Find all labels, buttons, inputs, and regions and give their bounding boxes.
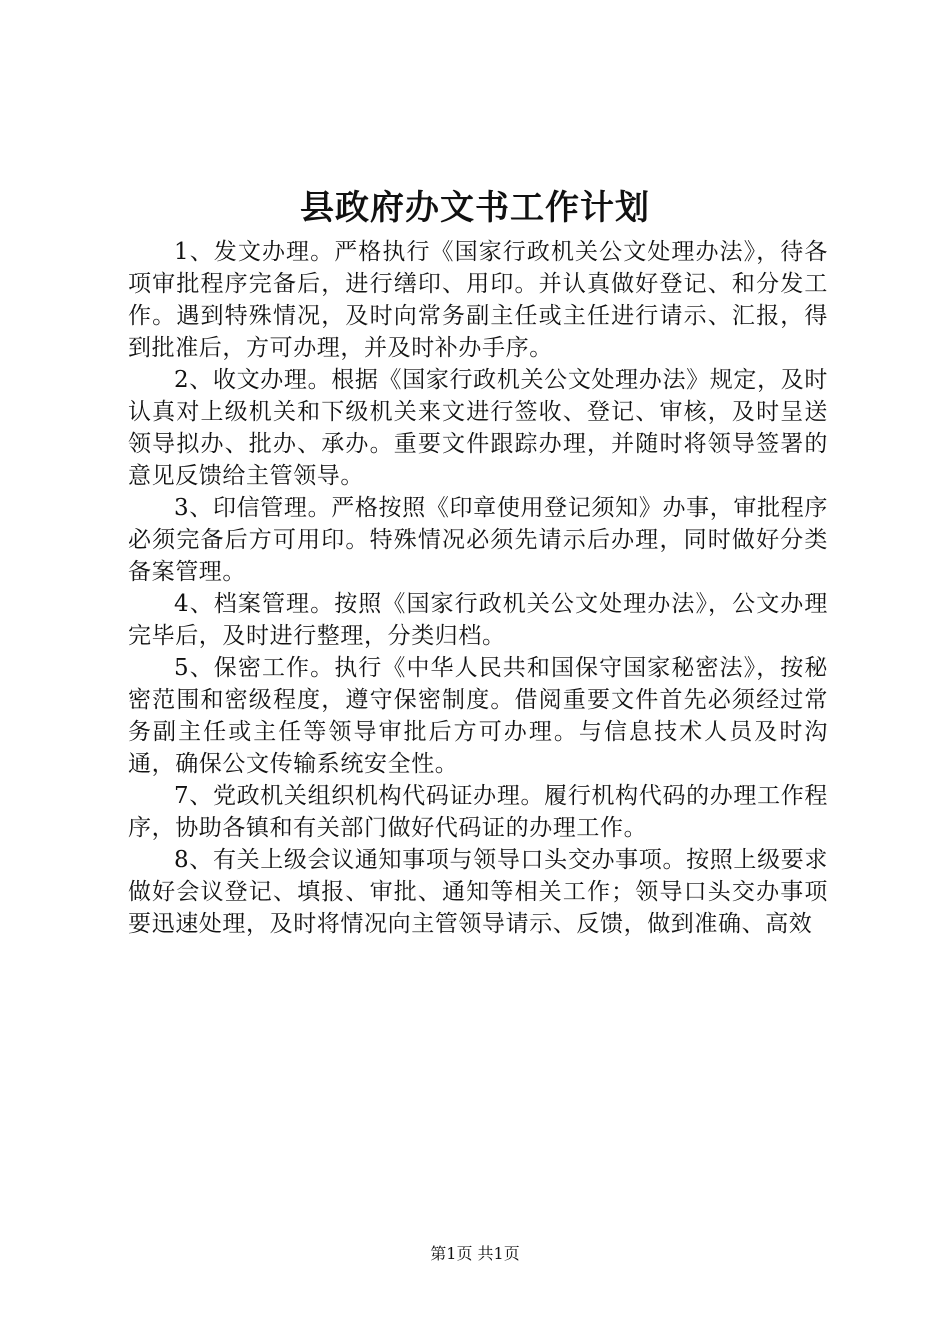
document-title: 县政府办文书工作计划 xyxy=(300,188,650,228)
paragraph-8: 8、有关上级会议通知事项与领导口头交办事项。按照上级要求做好会议登记、填报、审批、通知等相关工作；领导口头交办事项要迅速处理，及时将情况向主管领导请示、反馈，做到准确、高效 xyxy=(128,847,828,937)
paragraph-7: 7、党政机关组织机构代码证办理。履行机构代码的办理工作程序，协助各镇和有关部门做好代码证的办理工作。 xyxy=(128,783,828,841)
page-footer: 第1页 共1页 xyxy=(430,1244,520,1263)
paragraph-3: 3、印信管理。严格按照《印章使用登记须知》办事，审批程序必须完备后方可用印。特殊情况必须先请示后办理，同时做好分类备案管理。 xyxy=(128,495,828,585)
paragraph-4: 4、档案管理。按照《国家行政机关公文处理办法》，公文办理完毕后，及时进行整理，分类归档。 xyxy=(128,591,828,649)
paragraph-5: 5、保密工作。执行《中华人民共和国保守国家秘密法》，按秘密范围和密级程度，遵守保密制度。借阅重要文件首先必须经过常务副主任或主任等领导审批后方可办理。与信息技术人员及时沟通，确保公文传输系统安全性。 xyxy=(128,655,828,777)
paragraph-1: 1、发文办理。严格执行《国家行政机关公文处理办法》，待各项审批程序完备后，进行缮印、用印。并认真做好登记、和分发工作。遇到特殊情况，及时向常务副主任或主任进行请示、汇报，得到批准后，方可办理，并及时补办手序。 xyxy=(128,239,828,361)
document-body xyxy=(128,236,828,940)
paragraph-2: 2、收文办理。根据《国家行政机关公文处理办法》规定，及时认真对上级机关和下级机关来文进行签收、登记、审核，及时呈送领导拟办、批办、承办。重要文件跟踪办理，并随时将领导签署的意见反馈给主管领导。 xyxy=(128,367,828,489)
